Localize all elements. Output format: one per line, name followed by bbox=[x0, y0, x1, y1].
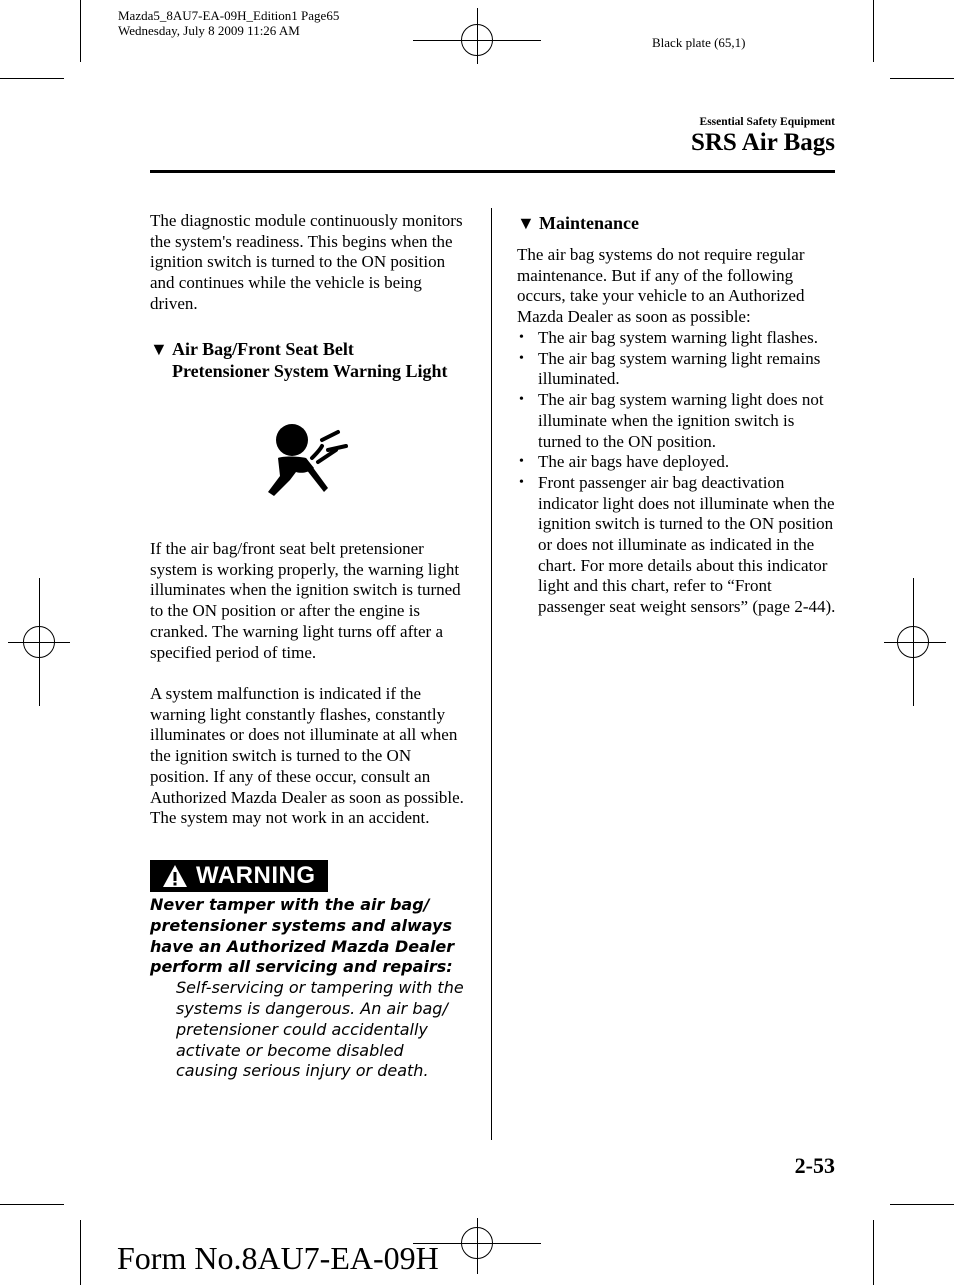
form-number: Form No.8AU7-EA-09H bbox=[117, 1240, 439, 1276]
column-divider bbox=[491, 208, 492, 1140]
print-timestamp: Wednesday, July 8 2009 11:26 AM bbox=[118, 23, 300, 38]
malfunction-paragraph: A system malfunction is indicated if the warning light constantly flashes, constantly illuminates or does not illuminate at all when the ignition switch is turned to the ON position. If any of these occur, consult an Authorized Mazda Dealer as soon as possible. The system may not work in an accident. bbox=[150, 684, 464, 828]
triangle-marker-icon: ▼ bbox=[517, 213, 535, 233]
subheading-warning-light bbox=[150, 338, 480, 382]
maintenance-title: Maintenance bbox=[539, 213, 639, 233]
page-number: 2-53 bbox=[794, 1153, 835, 1178]
subheading-line2: Pretensioner System Warning Light bbox=[172, 361, 448, 381]
warning-triangle-icon bbox=[162, 864, 188, 888]
list-item: • The air bags have deployed. bbox=[517, 452, 837, 473]
warning-banner bbox=[150, 860, 328, 892]
triangle-marker-icon: ▼ bbox=[150, 339, 168, 359]
list-item: • The air bag system warning light does not illuminate when the ignition switch is turned to the ON position. bbox=[517, 390, 837, 452]
subheading-maintenance bbox=[517, 212, 837, 234]
airbag-seatbelt-warning-icon bbox=[266, 420, 350, 500]
maintenance-intro: The air bag systems do not require regular maintenance. But if any of the following occurs, take your vehicle to an Authorized Mazda Dealer as soon as possible: bbox=[517, 245, 805, 327]
list-item: • Front passenger air bag deactivation indicator light does not illuminate when the ignition switch is turned to the ON position or does not illuminate as indicated in the chart. For more details about this indicator light and this chart, refer to “Front passenger seat weight sensors” (page 2-44). bbox=[517, 473, 837, 618]
maintenance-list bbox=[517, 328, 837, 618]
print-meta bbox=[118, 8, 339, 38]
warning-bold-text: Never tamper with the air bag/ pretensioner systems and always have an Authorized Mazda Dealer perform all servicing and repairs: bbox=[150, 895, 455, 977]
plate-label: Black plate (65,1) bbox=[652, 35, 746, 50]
list-item: • The air bag system warning light remains illuminated. bbox=[517, 349, 837, 390]
subheading-line1: Air Bag/Front Seat Belt bbox=[172, 339, 354, 359]
list-item: • The air bag system warning light flashes. bbox=[517, 328, 837, 349]
doc-id: Mazda5_8AU7-EA-09H_Edition1 Page65 bbox=[118, 8, 340, 23]
working-properly-paragraph: If the air bag/front seat belt pretensioner system is working properly, the warning light illuminates when the ignition switch is turned to the ON position or after the engine is cranked. The warning light turns off after a specified period of time. bbox=[150, 539, 461, 662]
warning-detail-text: Self-servicing or tampering with the systems is dangerous. An air bag/ pretensioner could accidentally activate or become disabled causing serious injury or death. bbox=[176, 978, 464, 1081]
header-rule bbox=[150, 170, 835, 173]
warning-label: WARNING bbox=[196, 862, 316, 889]
intro-paragraph: The diagnostic module continuously monitors the system's readiness. This begins when the ignition switch is turned to the ON position and continues while the vehicle is being driven. bbox=[150, 211, 463, 313]
warning-body bbox=[150, 895, 470, 1082]
section-label: Essential Safety Equipment bbox=[699, 116, 835, 128]
section-title: SRS Air Bags bbox=[690, 129, 835, 156]
